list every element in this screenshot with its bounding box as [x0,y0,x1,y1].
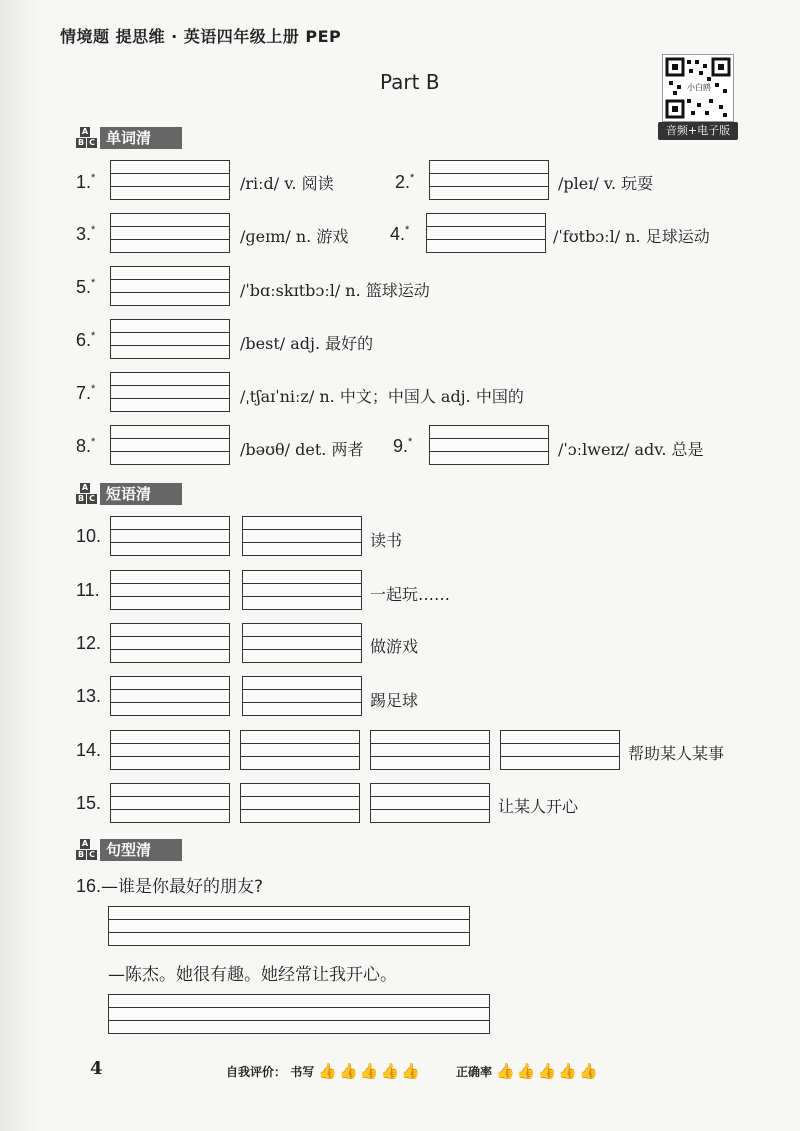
answer-box[interactable] [110,425,230,465]
thumbs-up-icon[interactable]: 👍 [318,1062,338,1080]
item-number: 10. [76,526,102,546]
sentence-question [76,872,263,897]
item-number: 7.* [76,383,96,403]
page-number: 4 [90,1058,103,1079]
thumbs-up-icon[interactable]: 👍 [558,1062,577,1080]
word-gloss: /ɡeɪm/ n. 游戏 [240,227,349,246]
thumbs-up-icon[interactable]: 👍 [578,1062,598,1080]
abc-icon: A B C [76,483,98,505]
phrase-meaning: 帮助某人某事 [628,744,725,763]
word-gloss: /ˈbɑːskɪtbɔːl/ n. 篮球运动 [240,281,430,300]
item-number: 4.* [390,224,410,244]
answer-box[interactable] [110,266,230,306]
section-title: 句型清 [100,839,182,861]
phrase-meaning: 读书 [370,531,403,550]
item-number: 5.* [76,277,96,297]
item-number: 8.* [76,436,96,456]
thumbs-up-icon[interactable]: 👍 [359,1062,379,1080]
thumbs-up-icon[interactable]: 👍 [516,1062,536,1080]
self-eval-label: 自我评价： [226,1065,287,1079]
answer-box[interactable] [110,516,230,556]
item-number: 12. [76,633,102,653]
item-number: 14. [76,740,102,760]
thumbs-up-icon[interactable]: 👍 [537,1062,557,1080]
sentence-answer-line[interactable] [108,906,470,946]
sentence-answer-prompt: —陈杰。她很有趣。她经常让我开心。 [108,965,397,985]
section-header-sentences [76,838,182,862]
qr-code[interactable] [662,54,734,122]
self-evaluation [226,1062,422,1080]
section-header-words [76,126,182,150]
item-number: 1.* [76,172,96,192]
answer-box[interactable] [110,783,230,823]
item-number: 6.* [76,330,96,350]
word-gloss: /ˌtʃaɪˈniːz/ n. 中文；中国人 adj. 中国的 [240,387,524,406]
item-number: 16. [76,876,102,896]
sentence-answer-line[interactable] [108,994,490,1034]
item-number: 15. [76,793,102,813]
answer-box[interactable] [429,425,549,465]
part-title: Part B [380,70,440,94]
answer-box[interactable] [110,319,230,359]
qr-brand: 小白鸥 [685,81,713,95]
thumbs-up-icon[interactable]: 👍 [496,1062,515,1080]
word-gloss: /ˈɔːlweɪz/ adv. 总是 [558,440,704,459]
section-header-phrases [76,482,182,506]
answer-box[interactable] [110,623,230,663]
answer-box[interactable] [370,783,490,823]
qr-label: 音频+电子版 [658,122,738,140]
answer-box[interactable] [110,570,230,610]
thumbs-up-icon[interactable]: 👍 [380,1062,400,1080]
answer-box[interactable] [426,213,546,253]
word-gloss: /best/ adj. 最好的 [240,334,374,353]
word-gloss: /riːd/ v. 阅读 [240,174,334,193]
word-gloss: /ˈfʊtbɔːl/ n. 足球运动 [553,227,710,246]
item-number: 13. [76,686,102,706]
item-number: 3.* [76,224,96,244]
answer-box[interactable] [240,783,360,823]
writing-label: 书写 [290,1065,315,1079]
answer-box[interactable] [110,160,230,200]
abc-icon: A B C [76,839,98,861]
item-number: 9.* [393,436,413,456]
answer-box[interactable] [242,623,362,663]
answer-box[interactable] [242,676,362,716]
section-title: 单词清 [100,127,182,149]
section-title: 短语清 [100,483,182,505]
answer-box[interactable] [110,730,230,770]
item-number: 11. [76,580,100,600]
accuracy-label: 正确率 [456,1065,493,1079]
phrase-meaning: 让某人开心 [498,797,579,816]
phrase-meaning: 踢足球 [370,691,419,710]
phrase-meaning: 做游戏 [370,637,419,656]
word-gloss: /bəʊθ/ det. 两者 [240,440,364,459]
answer-box[interactable] [242,570,362,610]
header-title: 情境题 提思维 · 英语四年级上册 PEP [60,27,342,46]
answer-box[interactable] [500,730,620,770]
word-gloss: /pleɪ/ v. 玩耍 [558,174,654,193]
answer-box[interactable] [429,160,549,200]
abc-icon: A B C [76,127,98,149]
answer-box[interactable] [110,676,230,716]
item-number: 2.* [395,172,415,192]
answer-box[interactable] [110,213,230,253]
answer-box[interactable] [110,372,230,412]
page-gutter [0,0,40,1131]
thumbs-up-icon[interactable]: 👍 [339,1062,358,1080]
accuracy-evaluation [456,1062,600,1080]
answer-box[interactable] [240,730,360,770]
phrase-meaning: 一起玩…… [370,585,451,604]
thumbs-up-icon[interactable]: 👍 [401,1062,420,1080]
answer-box[interactable] [370,730,490,770]
answer-box[interactable] [242,516,362,556]
question-text: —谁是你最好的朋友? [101,877,264,897]
